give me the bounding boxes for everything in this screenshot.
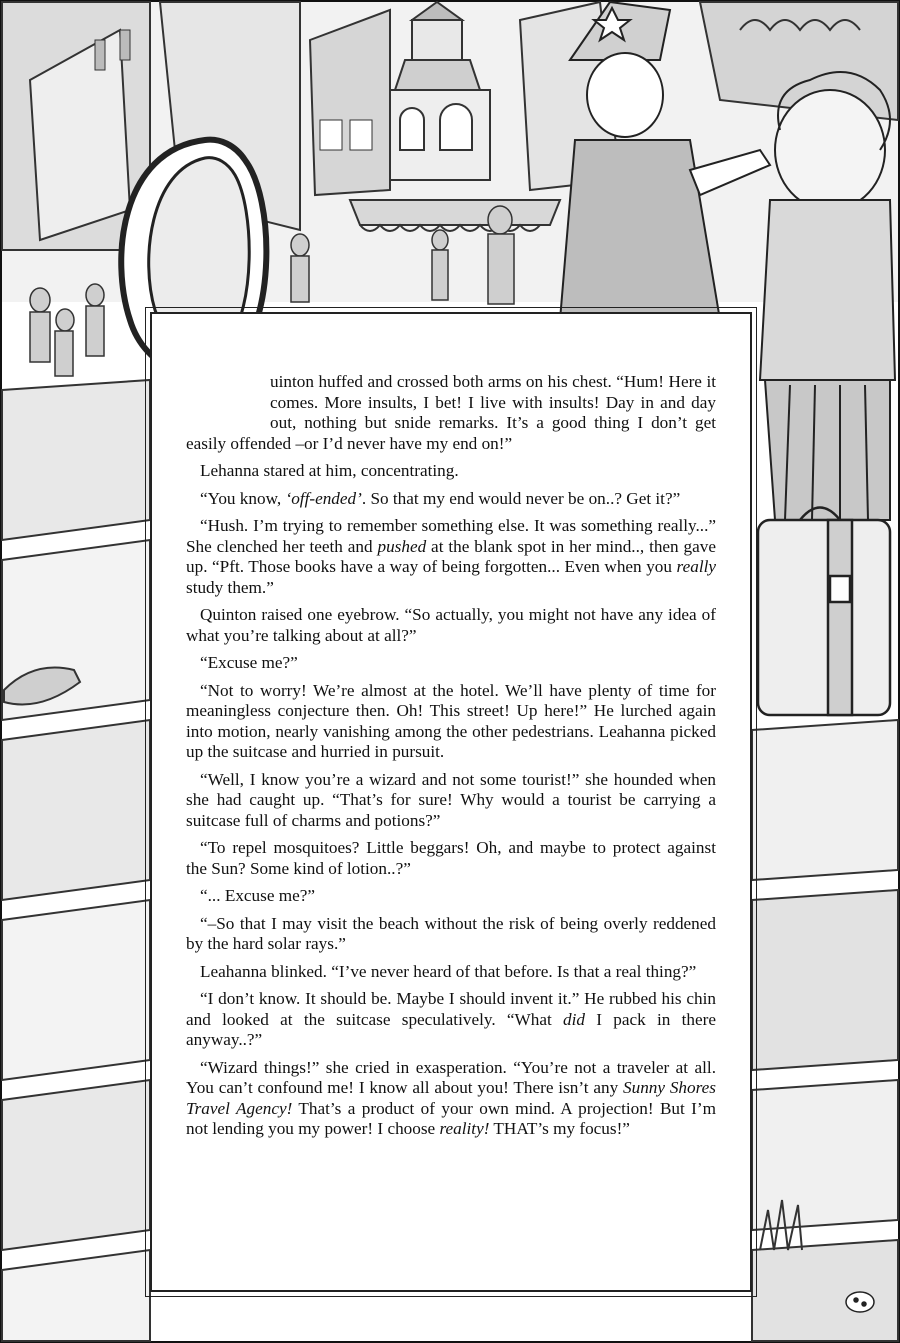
paragraph-3 xyxy=(186,489,716,510)
paragraph-8: “Well, I know you’re a wizard and not some tourist!” she hounded when she had caught up. “That’s for sure! Why would a tourist be carrying a suitcase full of charms and potions?” xyxy=(186,769,716,830)
paragraph-4-text-a: “Hush. I’m trying to remember something else. It was something really...” She clenched her teeth and xyxy=(186,516,716,556)
leahanna-figure xyxy=(760,72,895,520)
paragraph-12: Leahanna blinked. “I’ve never heard of that before. Is that a real thing?” xyxy=(200,961,697,981)
paragraph-4-italic-really: really xyxy=(676,557,716,576)
paragraph-7: “Not to worry! We’re almost at the hotel. We’ll have plenty of time for meaningless conjecture then. Oh! This street! Up here!” He lurched again into motion, nearly vanishing among the other pedestrians. Leahanna picked up the suitcase and hurried in pursuit. xyxy=(186,680,716,761)
paragraph-4-text-c: at the blank spot in her mind.., then gave up. “Pft. Those books have a way of being forgotten... Even when you xyxy=(186,536,716,576)
paragraph-10: “... Excuse me?” xyxy=(200,886,316,905)
paragraph-13-text-c: I pack in there anyway..?” xyxy=(186,1009,716,1049)
suitcase xyxy=(758,508,890,716)
ladybug-icon xyxy=(846,1292,874,1312)
paragraph-14-italic-reality: reality! xyxy=(439,1119,490,1138)
paragraph-14 xyxy=(186,1058,716,1140)
paragraph-3-text-c: . So that my end would never be on..? Get it?” xyxy=(361,488,681,508)
paragraph-14-text-c: That’s a product of your own mind. A projection! But I’m not lending you my power! I choose xyxy=(186,1098,716,1138)
paragraph-2: Lehanna stared at him, concentrating. xyxy=(200,461,459,480)
paragraph-13-italic: did xyxy=(563,1009,585,1029)
paragraph-5: Quinton raised one eyebrow. “So actually, you might not have any idea of what you’re talking about at all?” xyxy=(186,605,716,645)
paragraph-4-italic-pushed: pushed xyxy=(377,536,427,556)
paragraph-14-italic-agency: Sunny Shores Travel Agency! xyxy=(186,1078,716,1118)
paragraph-11: “–So that I may visit the beach without the risk of being overly reddened by the hard solar rays.” xyxy=(186,913,716,953)
story-body xyxy=(186,372,716,1147)
paragraph-3-italic: ‘off-ended’ xyxy=(285,488,362,508)
paragraph-3-text-a: “You know, xyxy=(200,488,286,508)
paragraph-9: “To repel mosquitoes? Little beggars! Oh, and maybe to protect against the Sun? Some kind of lotion..?” xyxy=(186,838,716,878)
paragraph-6: “Excuse me?” xyxy=(200,653,298,672)
paragraph-4-text-e: study them.” xyxy=(186,577,274,597)
cobblestone-street-right xyxy=(752,720,898,1341)
paragraph-4 xyxy=(186,516,716,598)
paragraph-13 xyxy=(186,989,716,1051)
paragraph-1-text: uinton huffed and crossed both arms on his chest. “Hum! Here it comes. More insults, I bet! I live with insults! Day in and day out, nothing but snide remarks. It’s a good thing I don’t get easily offended –or I’d never have my end on!” xyxy=(186,372,716,453)
paragraph-14-text-e: THAT’s my focus!” xyxy=(489,1119,630,1138)
paragraph-14-text-a: “Wizard things!” she cried in exasperation. “You’re not a traveler at all. You can’t confound me! I know all about you! There isn’t any xyxy=(186,1057,716,1097)
paragraph-1 xyxy=(186,372,716,454)
paragraph-13-text-a: “I don’t know. It should be. Maybe I should invent it.” He rubbed his chin and looked at the suitcase speculatively. “What xyxy=(186,989,716,1029)
